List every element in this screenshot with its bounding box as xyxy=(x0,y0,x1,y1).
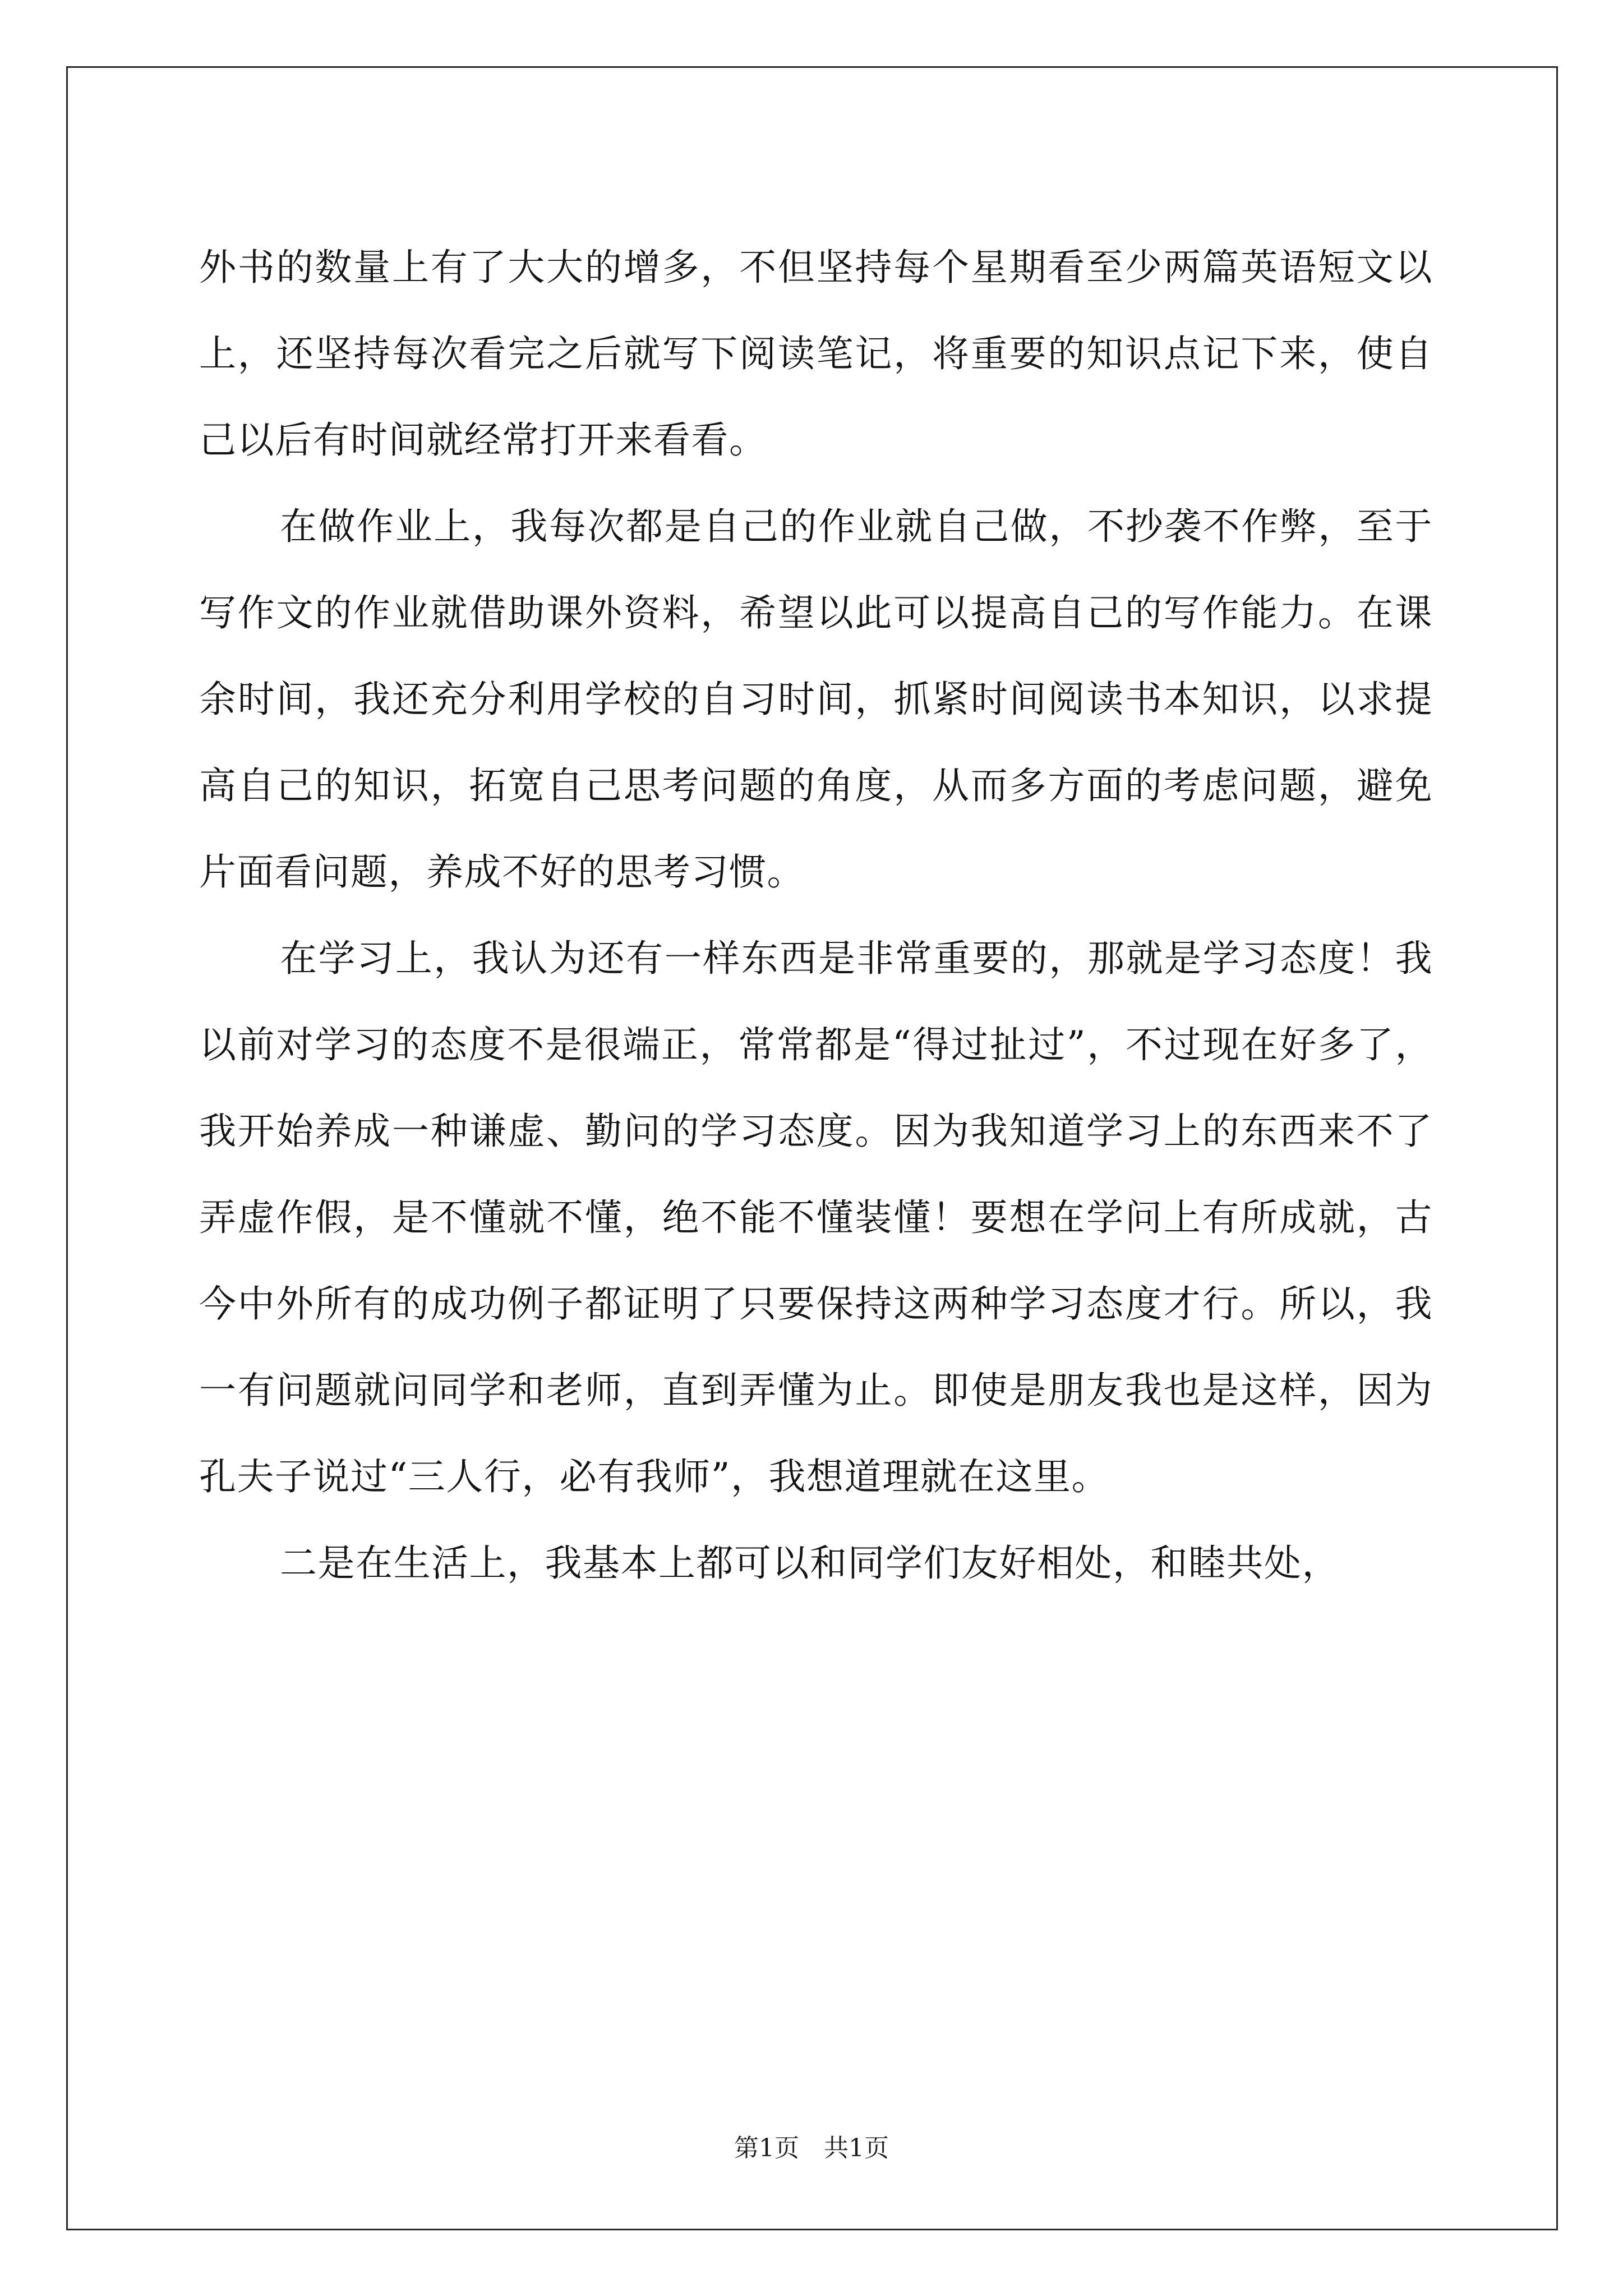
page-number-footer: 第1页 共1页 xyxy=(734,2134,889,2162)
paragraph-3: 在学习上，我认为还有一样东西是非常重要的，那就是学习态度！我以前对学习的态度不是很端正，常常都是“得过扯过”，不过现在好多了，我开始养成一种谦虚、勤问的学习态度。因为我知道学习上的东西来不了弄虚作假，是不懂就不懂，绝不能不懂装懂！要想在学问上有所成就，古今中外所有的成功例子都证明了只要保持这两种学习态度才行。所以，我一有问题就问同学和老师，直到弄懂为止。即使是朋友我也是这样，因为孔夫子说过“三人行，必有我师”，我想道理就在这里。 xyxy=(199,937,1433,1498)
document-body xyxy=(199,224,1433,1607)
paragraph-4: 二是在生活上，我基本上都可以和同学们友好相处，和睦共处， xyxy=(280,1542,1340,1585)
paragraph-1: 外书的数量上有了大大的增多，不但坚持每个星期看至少两篇英语短文以上，还坚持每次看完之后就写下阅读笔记，将重要的知识点记下来，使自己以后有时间就经常打开来看看。 xyxy=(199,246,1433,462)
paragraph-2: 在做作业上，我每次都是自己的作业就自己做，不抄袭不作弊，至于写作文的作业就借助课外资料，希望以此可以提高自己的写作能力。在课余时间，我还充分利用学校的自习时间，抓紧时间阅读书本知识，以求提高自己的知识，拓宽自己思考问题的角度，从而多方面的考虑问题，避免片面看问题，养成不好的思考习惯。 xyxy=(199,505,1433,894)
